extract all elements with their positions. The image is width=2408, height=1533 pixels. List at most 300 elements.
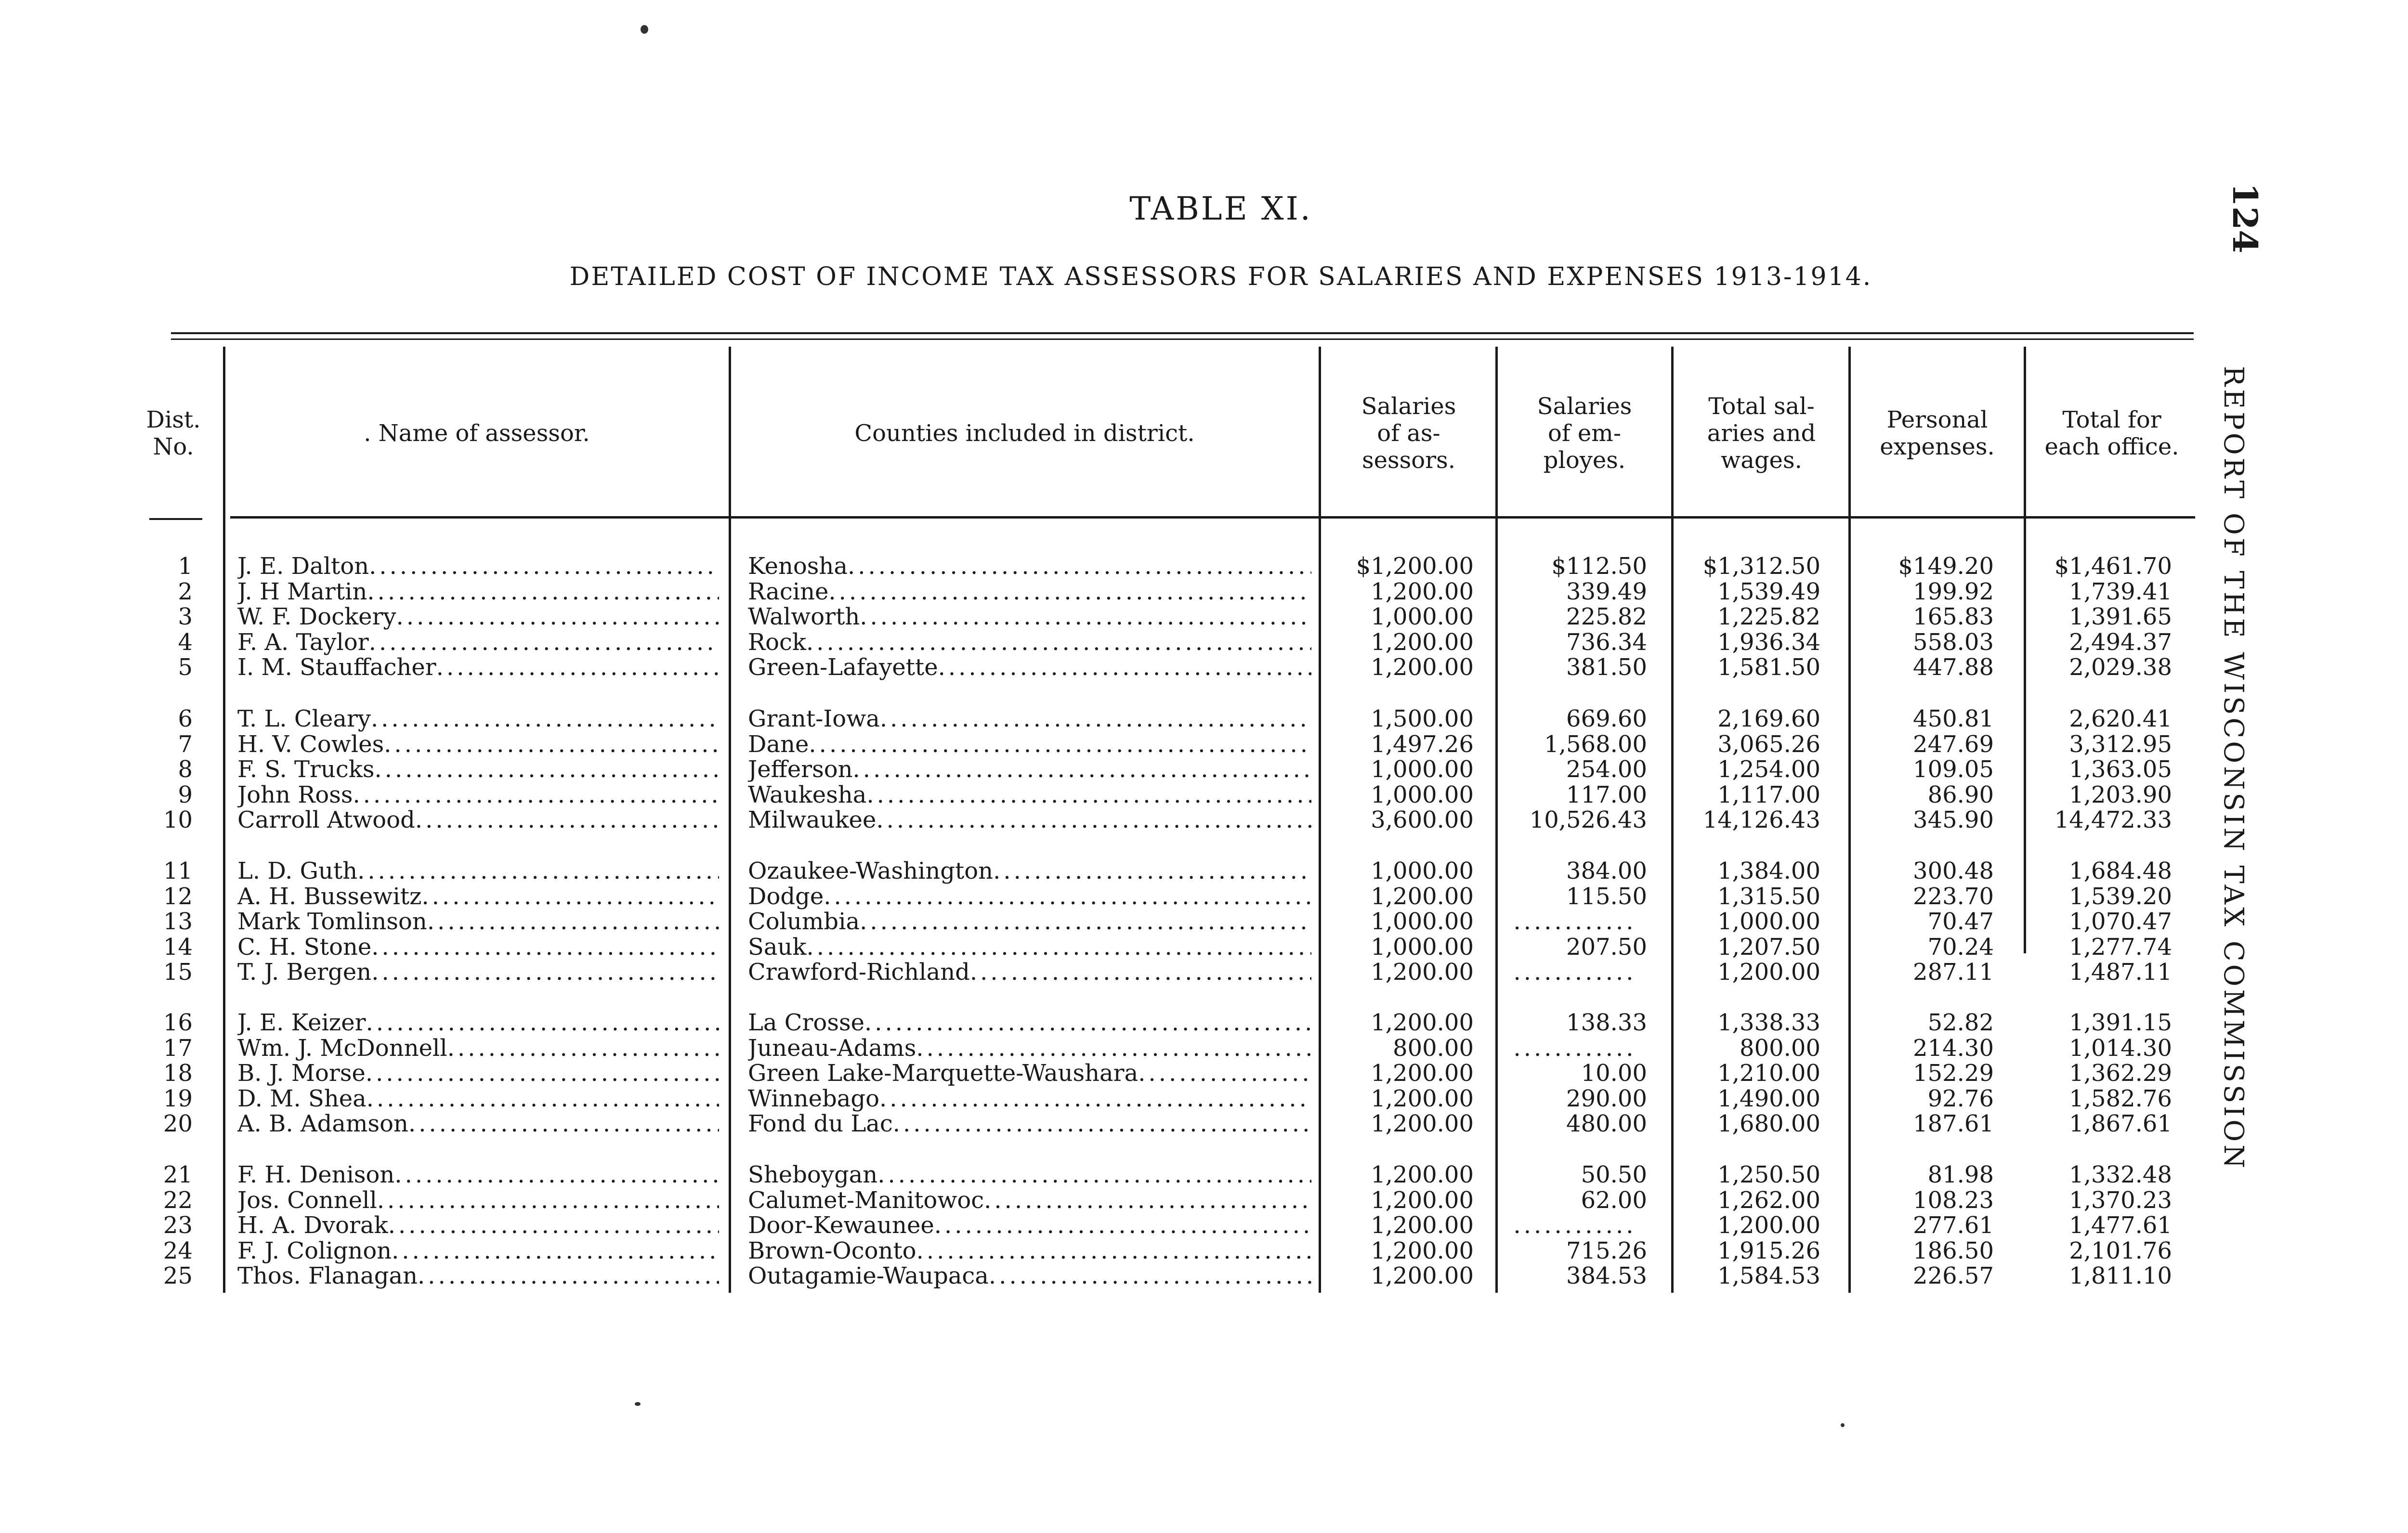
leader-dots bbox=[916, 1238, 1311, 1264]
total-salaries-wages: 1,915.26 bbox=[1717, 1238, 1820, 1264]
total-for-office: 1,487.11 bbox=[2069, 960, 2172, 985]
personal-expenses: 345.90 bbox=[1913, 807, 1994, 833]
dist-number: 13 bbox=[163, 909, 193, 935]
assessor-name bbox=[237, 604, 719, 630]
dist-number: 20 bbox=[163, 1111, 193, 1137]
leader-dots bbox=[421, 884, 719, 909]
salary-employes: 384.00 bbox=[1566, 858, 1647, 884]
personal-expenses: 187.61 bbox=[1913, 1111, 1994, 1137]
total-salaries-wages: 1,000.00 bbox=[1717, 909, 1820, 935]
district-counties bbox=[748, 858, 1311, 884]
dist-number: 10 bbox=[163, 807, 193, 833]
leader-dots bbox=[934, 1213, 1311, 1238]
district-counties-text: Green-Lafayette bbox=[748, 655, 938, 680]
total-salaries-wages: 1,200.00 bbox=[1717, 1213, 1820, 1238]
district-counties-text: Rock bbox=[748, 630, 807, 655]
total-for-office: 1,362.29 bbox=[2069, 1061, 2172, 1086]
district-counties-text: Columbia bbox=[748, 909, 860, 935]
dist-number: 18 bbox=[163, 1061, 193, 1086]
table-row bbox=[0, 579, 2408, 605]
personal-expenses: 450.81 bbox=[1913, 706, 1994, 732]
personal-expenses: 81.98 bbox=[1927, 1162, 1994, 1188]
district-counties bbox=[748, 782, 1311, 808]
district-counties bbox=[748, 579, 1311, 605]
district-counties bbox=[748, 909, 1311, 935]
dist-number: 3 bbox=[178, 604, 193, 630]
table-row bbox=[0, 1061, 2408, 1086]
total-salaries-wages: 800.00 bbox=[1740, 1036, 1820, 1061]
district-counties-text: Sauk bbox=[748, 935, 807, 960]
total-for-office: 1,391.65 bbox=[2069, 604, 2172, 630]
salary-assessor: 1,200.00 bbox=[1371, 1263, 1474, 1289]
salary-assessor: $1,200.00 bbox=[1356, 554, 1474, 579]
district-counties bbox=[748, 554, 1311, 579]
table-row bbox=[0, 858, 2408, 884]
leader-dots bbox=[353, 782, 719, 808]
personal-expenses: 214.30 bbox=[1913, 1036, 1994, 1061]
table-row bbox=[0, 604, 2408, 630]
assessor-name-text: Carroll Atwood bbox=[237, 807, 415, 833]
header-dist-no-label: Dist. No. bbox=[146, 406, 201, 460]
assessor-name bbox=[237, 858, 719, 884]
district-counties bbox=[748, 1086, 1311, 1112]
district-counties-text: Crawford-Richland bbox=[748, 960, 970, 985]
assessor-name-text: Thos. Flanagan bbox=[237, 1263, 418, 1289]
table-row bbox=[0, 1036, 2408, 1061]
total-for-office: 1,582.76 bbox=[2069, 1086, 2172, 1112]
salary-employes: 50.50 bbox=[1581, 1162, 1647, 1188]
leader-dots bbox=[877, 1162, 1311, 1188]
leader-dots bbox=[879, 1086, 1311, 1112]
assessor-name bbox=[237, 1086, 719, 1112]
personal-expenses: 108.23 bbox=[1913, 1188, 1994, 1213]
total-salaries-wages: 1,338.33 bbox=[1717, 1010, 1820, 1036]
district-counties-text: Walworth bbox=[748, 604, 860, 630]
table-row bbox=[0, 630, 2408, 655]
header-salaries-employes-label: Salaries of em- ployes. bbox=[1537, 393, 1632, 474]
page-title: TABLE XI. bbox=[1129, 190, 1312, 227]
ink-speck bbox=[635, 1402, 641, 1406]
assessor-name-text: J. E. Keizer bbox=[237, 1010, 366, 1036]
dist-number: 5 bbox=[178, 655, 193, 680]
total-salaries-wages: 1,936.34 bbox=[1717, 630, 1820, 655]
personal-expenses: 109.05 bbox=[1913, 757, 1994, 782]
district-counties-text: Waukesha bbox=[748, 782, 867, 808]
assessor-name-text: I. M. Stauffacher bbox=[237, 655, 436, 680]
ink-speck bbox=[641, 25, 648, 34]
leader-dots bbox=[415, 807, 719, 833]
leader-dots bbox=[427, 909, 719, 935]
dist-number: 9 bbox=[178, 782, 193, 808]
assessor-name bbox=[237, 1010, 719, 1036]
leader-dots bbox=[369, 554, 719, 579]
leader-dots bbox=[848, 554, 1311, 579]
salary-assessor: 1,200.00 bbox=[1371, 1238, 1474, 1264]
salary-employes-empty bbox=[1503, 909, 1647, 935]
assessor-name bbox=[237, 630, 719, 655]
district-counties bbox=[748, 706, 1311, 732]
personal-expenses: 165.83 bbox=[1913, 604, 1994, 630]
district-counties bbox=[748, 655, 1311, 680]
leader-dots bbox=[864, 1010, 1311, 1036]
total-for-office: 1,363.05 bbox=[2069, 757, 2172, 782]
total-for-office: 1,477.61 bbox=[2069, 1213, 2172, 1238]
district-counties-text: Sheboygan bbox=[748, 1162, 878, 1188]
personal-expenses: 558.03 bbox=[1913, 630, 1994, 655]
assessor-name-text: H. A. Dvorak bbox=[237, 1213, 388, 1238]
total-for-office: 1,684.48 bbox=[2069, 858, 2172, 884]
assessor-name-text: Jos. Connell bbox=[237, 1188, 377, 1213]
total-salaries-wages: 1,581.50 bbox=[1717, 655, 1820, 680]
leader-dots bbox=[824, 884, 1311, 909]
dist-number: 17 bbox=[163, 1036, 193, 1061]
salary-assessor: 1,200.00 bbox=[1371, 1086, 1474, 1112]
assessor-name-text: C. H. Stone bbox=[237, 935, 372, 960]
dist-number: 16 bbox=[163, 1010, 193, 1036]
salary-employes: 225.82 bbox=[1566, 604, 1647, 630]
salary-assessor: 1,200.00 bbox=[1371, 655, 1474, 680]
total-salaries-wages: 1,200.00 bbox=[1717, 960, 1820, 985]
header-total-office bbox=[2030, 385, 2194, 481]
header-salaries-employes bbox=[1503, 385, 1666, 481]
district-counties-text: Outagamie-Waupaca bbox=[748, 1263, 989, 1289]
total-salaries-wages: 1,539.49 bbox=[1717, 579, 1820, 605]
table-row bbox=[0, 1238, 2408, 1264]
salary-employes: 480.00 bbox=[1566, 1111, 1647, 1137]
total-salaries-wages: 1,384.00 bbox=[1717, 858, 1820, 884]
assessor-name-text: A. B. Adamson bbox=[237, 1111, 408, 1137]
salary-assessor: 3,600.00 bbox=[1371, 807, 1474, 833]
salary-assessor: 1,000.00 bbox=[1371, 757, 1474, 782]
personal-expenses: 223.70 bbox=[1913, 884, 1994, 909]
district-counties bbox=[748, 1263, 1311, 1289]
district-counties bbox=[748, 757, 1311, 782]
district-counties-text: Grant-Iowa bbox=[748, 706, 880, 732]
assessor-name bbox=[237, 1263, 719, 1289]
salary-employes: 1,568.00 bbox=[1544, 732, 1647, 757]
district-counties-text: Fond du Lac bbox=[748, 1111, 893, 1137]
header-total-salaries bbox=[1678, 385, 1845, 481]
leader-dots bbox=[367, 579, 719, 605]
table-row bbox=[0, 782, 2408, 808]
district-counties bbox=[748, 1162, 1311, 1188]
page-number: 124 bbox=[2225, 183, 2265, 254]
assessor-name bbox=[237, 960, 719, 985]
salary-assessor: 1,500.00 bbox=[1371, 706, 1474, 732]
total-for-office: 2,101.76 bbox=[2069, 1238, 2172, 1264]
table-row bbox=[0, 935, 2408, 960]
salary-employes: 669.60 bbox=[1566, 706, 1647, 732]
leader-dots bbox=[375, 757, 719, 782]
assessor-name bbox=[237, 1238, 719, 1264]
dist-number: 11 bbox=[163, 858, 193, 884]
district-counties bbox=[748, 935, 1311, 960]
district-counties-text: Jefferson bbox=[748, 757, 853, 782]
total-for-office: 1,867.61 bbox=[2069, 1111, 2172, 1137]
table-row bbox=[0, 884, 2408, 909]
header-name-label: . Name of assessor. bbox=[364, 420, 590, 447]
assessor-name bbox=[237, 884, 719, 909]
running-head: REPORT OF THE WISCONSIN TAX COMMISSION bbox=[2218, 366, 2249, 1171]
total-for-office: 1,811.10 bbox=[2069, 1263, 2172, 1289]
dist-number: 8 bbox=[178, 757, 193, 782]
assessor-name-text: T. L. Cleary bbox=[237, 706, 371, 732]
total-for-office: 1,203.90 bbox=[2069, 782, 2172, 808]
salary-assessor: 800.00 bbox=[1393, 1036, 1474, 1061]
personal-expenses: 92.76 bbox=[1927, 1086, 1994, 1112]
header-name bbox=[226, 385, 727, 481]
leader-dots bbox=[388, 1213, 719, 1238]
salary-assessor: 1,200.00 bbox=[1371, 1111, 1474, 1137]
total-salaries-wages: 1,315.50 bbox=[1717, 884, 1820, 909]
ink-speck bbox=[1841, 1423, 1845, 1427]
salary-assessor: 1,200.00 bbox=[1371, 1213, 1474, 1238]
header-rule bbox=[149, 518, 202, 520]
salary-employes-empty bbox=[1503, 960, 1647, 985]
leader-dots bbox=[984, 1188, 1311, 1213]
table-row bbox=[0, 807, 2408, 833]
leader-dots bbox=[880, 706, 1311, 732]
total-for-office: 1,014.30 bbox=[2069, 1036, 2172, 1061]
total-salaries-wages: 1,262.00 bbox=[1717, 1188, 1820, 1213]
leader-dots bbox=[396, 604, 719, 630]
assessor-name bbox=[237, 1188, 719, 1213]
personal-expenses: 152.29 bbox=[1913, 1061, 1994, 1086]
salary-employes: 339.49 bbox=[1566, 579, 1647, 605]
table-row bbox=[0, 1086, 2408, 1112]
salary-employes: 254.00 bbox=[1566, 757, 1647, 782]
district-counties-text: Juneau-Adams bbox=[748, 1036, 916, 1061]
personal-expenses: 52.82 bbox=[1927, 1010, 1994, 1036]
leader-dots bbox=[860, 604, 1311, 630]
header-total-salaries-label: Total sal- aries and wages. bbox=[1707, 393, 1816, 474]
top-rule-double bbox=[171, 338, 2194, 340]
assessor-name bbox=[237, 1213, 719, 1238]
total-for-office: 1,332.48 bbox=[2069, 1162, 2172, 1188]
district-counties-text: Kenosha bbox=[748, 554, 848, 579]
header-salaries-assessors-label: Salaries of as- sessors. bbox=[1361, 393, 1456, 474]
page-subtitle: DETAILED COST OF INCOME TAX ASSESSORS FOR SALARIES AND EXPENSES 1913-1914. bbox=[569, 262, 1872, 291]
assessor-name-text: F. H. Denison bbox=[237, 1162, 395, 1188]
dist-number: 22 bbox=[163, 1188, 193, 1213]
district-counties bbox=[748, 1061, 1311, 1086]
salary-assessor: 1,200.00 bbox=[1371, 1010, 1474, 1036]
assessor-name bbox=[237, 807, 719, 833]
salary-assessor: 1,200.00 bbox=[1371, 884, 1474, 909]
assessor-name-text: John Ross bbox=[237, 782, 353, 808]
personal-expenses: 287.11 bbox=[1913, 960, 1994, 985]
total-for-office: 1,539.20 bbox=[2069, 884, 2172, 909]
total-for-office: 1,070.47 bbox=[2069, 909, 2172, 935]
district-counties bbox=[748, 1010, 1311, 1036]
assessor-name bbox=[237, 579, 719, 605]
assessor-name bbox=[237, 655, 719, 680]
salary-employes: 10.00 bbox=[1581, 1061, 1647, 1086]
leader-dots bbox=[876, 807, 1311, 833]
assessor-name-text: D. M. Shea bbox=[237, 1086, 366, 1112]
leader-dots bbox=[970, 960, 1311, 985]
table-row bbox=[0, 1162, 2408, 1188]
total-salaries-wages: 2,169.60 bbox=[1717, 706, 1820, 732]
dist-number: 7 bbox=[178, 732, 193, 757]
district-counties bbox=[748, 884, 1311, 909]
assessor-name-text: F. J. Colignon bbox=[237, 1238, 392, 1264]
leader-dots bbox=[436, 655, 719, 680]
dist-number: 1 bbox=[178, 554, 193, 579]
leader-dots bbox=[371, 935, 719, 960]
total-salaries-wages: 1,584.53 bbox=[1717, 1263, 1820, 1289]
leader-dots bbox=[893, 1111, 1311, 1137]
leader-dots bbox=[366, 1061, 719, 1086]
personal-expenses: 70.47 bbox=[1927, 909, 1994, 935]
personal-expenses: 186.50 bbox=[1913, 1238, 1994, 1264]
salary-employes-empty bbox=[1503, 1036, 1647, 1061]
table-row bbox=[0, 1188, 2408, 1213]
total-for-office: 2,029.38 bbox=[2069, 655, 2172, 680]
assessor-name-text: J. H Martin bbox=[237, 579, 367, 605]
total-salaries-wages: 14,126.43 bbox=[1702, 807, 1820, 833]
leader-dots bbox=[447, 1036, 719, 1061]
total-for-office: 3,312.95 bbox=[2069, 732, 2172, 757]
leader-dots bbox=[377, 1188, 719, 1213]
salary-assessor: 1,000.00 bbox=[1371, 858, 1474, 884]
personal-expenses: 247.69 bbox=[1913, 732, 1994, 757]
district-counties bbox=[748, 604, 1311, 630]
assessor-name-text: J. E. Dalton bbox=[237, 554, 369, 579]
table-row bbox=[0, 1010, 2408, 1036]
district-counties bbox=[748, 630, 1311, 655]
leader-dots bbox=[938, 655, 1311, 680]
personal-expenses: 277.61 bbox=[1913, 1213, 1994, 1238]
leader-dots bbox=[392, 1238, 719, 1264]
leader-dots bbox=[860, 909, 1311, 935]
total-for-office: 1,370.23 bbox=[2069, 1188, 2172, 1213]
district-counties-text: Dodge bbox=[748, 884, 824, 909]
leader-dots bbox=[809, 732, 1311, 757]
salary-employes: 381.50 bbox=[1566, 655, 1647, 680]
salary-employes: 290.00 bbox=[1566, 1086, 1647, 1112]
assessor-name-text: F. A. Taylor bbox=[237, 630, 369, 655]
dist-number: 23 bbox=[163, 1213, 193, 1238]
personal-expenses: 447.88 bbox=[1913, 655, 1994, 680]
table-row bbox=[0, 960, 2408, 985]
salary-assessor: 1,000.00 bbox=[1371, 604, 1474, 630]
salary-assessor: 1,000.00 bbox=[1371, 935, 1474, 960]
assessor-name-text: W. F. Dockery bbox=[237, 604, 396, 630]
assessor-name bbox=[237, 706, 719, 732]
district-counties bbox=[748, 1238, 1311, 1264]
salary-employes: 384.53 bbox=[1566, 1263, 1647, 1289]
personal-expenses: 300.48 bbox=[1913, 858, 1994, 884]
salary-assessor: 1,000.00 bbox=[1371, 782, 1474, 808]
leader-dots bbox=[418, 1263, 719, 1289]
leader-dots bbox=[366, 1010, 719, 1036]
dist-number: 12 bbox=[163, 884, 193, 909]
salary-employes-empty bbox=[1503, 1213, 1647, 1238]
dist-number: 15 bbox=[163, 960, 193, 985]
table-row bbox=[0, 909, 2408, 935]
assessor-name-text: F. S. Trucks bbox=[237, 757, 375, 782]
header-salaries-assessors bbox=[1329, 385, 1488, 481]
salary-assessor: 1,200.00 bbox=[1371, 1162, 1474, 1188]
assessor-name bbox=[237, 1061, 719, 1086]
dist-number: 4 bbox=[178, 630, 193, 655]
header-personal-expenses-label: Personal expenses. bbox=[1880, 406, 1995, 460]
district-counties bbox=[748, 960, 1311, 985]
dist-number: 14 bbox=[163, 935, 193, 960]
assessor-name-text: H. V. Cowles bbox=[237, 732, 384, 757]
district-counties bbox=[748, 1036, 1311, 1061]
table-row bbox=[0, 732, 2408, 757]
total-for-office: 2,494.37 bbox=[2069, 630, 2172, 655]
salary-employes: $112.50 bbox=[1551, 554, 1647, 579]
salary-employes: 715.26 bbox=[1566, 1238, 1647, 1264]
salary-assessor: 1,000.00 bbox=[1371, 909, 1474, 935]
assessor-name bbox=[237, 1162, 719, 1188]
assessor-name-text: Wm. J. McDonnell bbox=[237, 1036, 447, 1061]
leader-dots bbox=[371, 960, 719, 985]
table-row bbox=[0, 757, 2408, 782]
district-counties-text: La Crosse bbox=[748, 1010, 864, 1036]
assessor-name bbox=[237, 1036, 719, 1061]
salary-employes: 10,526.43 bbox=[1529, 807, 1647, 833]
assessor-name bbox=[237, 554, 719, 579]
assessor-name bbox=[237, 782, 719, 808]
header-total-office-label: Total for each office. bbox=[2044, 406, 2179, 460]
leader-dots bbox=[357, 858, 719, 884]
salary-assessor: 1,497.26 bbox=[1371, 732, 1474, 757]
district-counties-text: Calumet-Manitowoc bbox=[748, 1188, 984, 1213]
district-counties-text: Ozaukee-Washington bbox=[748, 858, 994, 884]
top-rule bbox=[171, 332, 2194, 334]
assessor-name bbox=[237, 909, 719, 935]
leader-dots bbox=[853, 757, 1311, 782]
personal-expenses: 199.92 bbox=[1913, 579, 1994, 605]
district-counties-text: Milwaukee bbox=[748, 807, 877, 833]
salary-assessor: 1,200.00 bbox=[1371, 1188, 1474, 1213]
assessor-name-text: A. H. Bussewitz bbox=[237, 884, 422, 909]
personal-expenses: 226.57 bbox=[1913, 1263, 1994, 1289]
personal-expenses: $149.20 bbox=[1898, 554, 1994, 579]
header-dist-no bbox=[135, 385, 212, 481]
leader-dots bbox=[993, 858, 1311, 884]
dist-number: 24 bbox=[163, 1238, 193, 1264]
leader-dots bbox=[866, 782, 1311, 808]
header-counties bbox=[732, 385, 1317, 481]
total-salaries-wages: 1,250.50 bbox=[1717, 1162, 1820, 1188]
total-for-office: 1,277.74 bbox=[2069, 935, 2172, 960]
assessor-name-text: B. J. Morse bbox=[237, 1061, 366, 1086]
district-counties-text: Dane bbox=[748, 732, 809, 757]
salary-employes: 138.33 bbox=[1566, 1010, 1647, 1036]
assessor-name bbox=[237, 935, 719, 960]
district-counties bbox=[748, 1111, 1311, 1137]
dist-number: 2 bbox=[178, 579, 193, 605]
leader-dots bbox=[371, 706, 719, 732]
leader-dots bbox=[989, 1263, 1311, 1289]
district-counties-text: Racine bbox=[748, 579, 829, 605]
district-counties bbox=[748, 807, 1311, 833]
district-counties bbox=[748, 1213, 1311, 1238]
dist-number: 6 bbox=[178, 706, 193, 732]
leader-dots bbox=[828, 579, 1311, 605]
table-row bbox=[0, 554, 2408, 579]
district-counties bbox=[748, 1188, 1311, 1213]
district-counties-text: Winnebago bbox=[748, 1086, 880, 1112]
total-salaries-wages: 3,065.26 bbox=[1717, 732, 1820, 757]
total-for-office: $1,461.70 bbox=[2054, 554, 2172, 579]
leader-dots bbox=[366, 1086, 719, 1112]
